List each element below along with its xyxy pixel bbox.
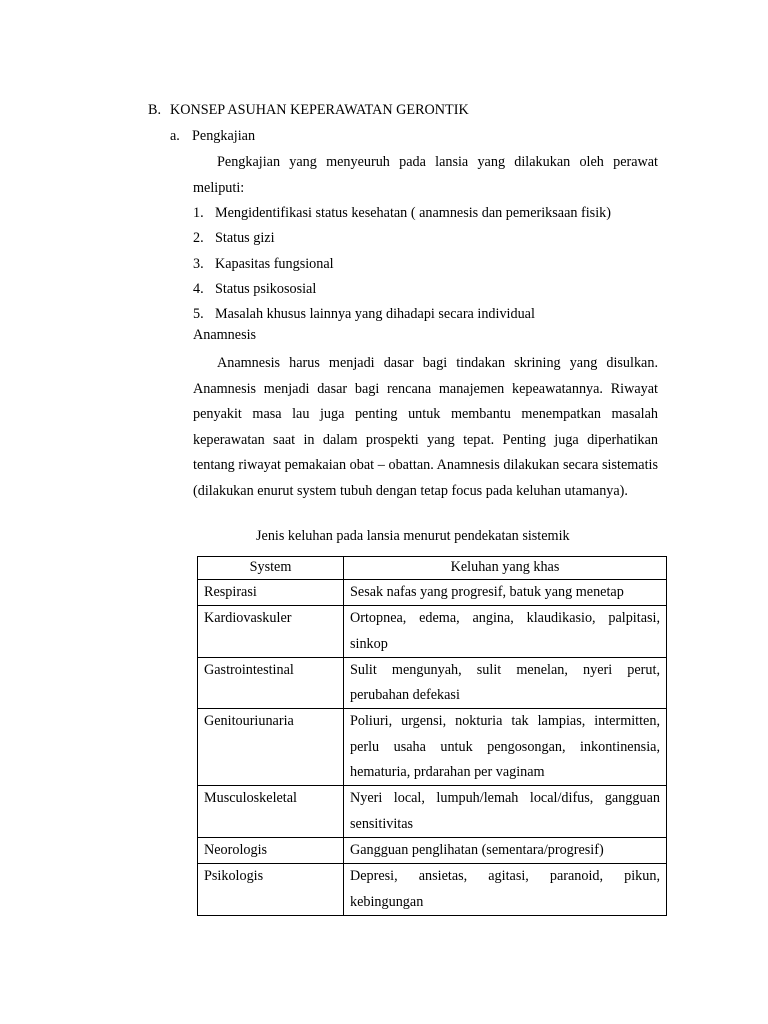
complaint-cell: Sulit mengunyah, sulit menelan, nyeri perut, perubahan defekasi	[344, 657, 667, 709]
table-row	[198, 580, 667, 606]
subsection-heading	[170, 128, 255, 145]
table-row	[198, 709, 667, 786]
system-cell: Kardiovaskuler	[198, 606, 344, 658]
column-header-complaint: Keluhan yang khas	[344, 557, 667, 580]
list-item	[193, 302, 611, 327]
complaint-cell: Gangguan penglihatan (sementara/progresif)	[344, 837, 667, 863]
system-cell: Gastrointestinal	[198, 657, 344, 709]
system-cell: Musculoskeletal	[198, 786, 344, 838]
system-cell: Psikologis	[198, 864, 344, 916]
list-item	[193, 252, 611, 277]
system-cell: Respirasi	[198, 580, 344, 606]
anamnesis-paragraph: Anamnesis harus menjadi dasar bagi tindakan skrining yang disulkan. Anamnesis menjadi dasar bagi rencana manajemen kepeawatannya. Riwayat penyakit masa lau juga penting untuk membantu menempatkan masalah keperawatan saat in dalam prospekti yang tepat. Penting juga diperhatikan tentang riwayat pemakaian obat – obattan. Anamnesis dilakukan secara sistematis (dilakukan enurut system tubuh dengan tetap focus pada keluhan utamanya).	[193, 355, 658, 499]
complaints-table	[197, 556, 667, 916]
anamnesis-title: Anamnesis	[193, 327, 257, 343]
list-item-text: Status gizi	[215, 230, 275, 247]
table-row	[198, 864, 667, 916]
section-heading	[148, 102, 469, 119]
table-row	[198, 657, 667, 709]
intro-paragraph: Pengkajian yang menyeuruh pada lansia yang dilakukan oleh perawat meliputi:	[193, 154, 658, 196]
list-item	[193, 201, 611, 226]
list-item-number: 5.	[193, 306, 204, 323]
table-header-row	[198, 557, 667, 580]
complaint-cell: Poliuri, urgensi, nokturia tak lampias, intermitten, perlu usaha untuk pengosongan, inkontinensia, hematuria, prdarahan per vaginam	[344, 709, 667, 786]
list-item-number: 3.	[193, 255, 204, 272]
table-row	[198, 786, 667, 838]
list-item-number: 1.	[193, 205, 204, 221]
table-row	[198, 606, 667, 658]
complaint-cell: Sesak nafas yang progresif, batuk yang menetap	[344, 580, 667, 606]
complaint-cell: Depresi, ansietas, agitasi, paranoid, pikun, kebingungan	[344, 864, 667, 916]
assessment-list	[193, 201, 611, 327]
system-cell: Neorologis	[198, 837, 344, 863]
list-item-number: 4.	[193, 280, 204, 297]
list-item	[193, 226, 611, 251]
subsection-title: Pengkajian	[192, 128, 256, 144]
column-header-system: System	[198, 557, 344, 580]
section-title: KONSEP ASUHAN KEPERAWATAN GERONTIK	[170, 102, 469, 118]
complaint-cell: Ortopnea, edema, angina, klaudikasio, palpitasi, sinkop	[344, 606, 667, 658]
list-item-number: 2.	[193, 230, 204, 247]
list-item-text: Kapasitas fungsional	[215, 255, 334, 272]
subsection-label: a.	[170, 128, 180, 144]
table-row	[198, 837, 667, 863]
complaint-cell: Nyeri local, lumpuh/lemah local/difus, gangguan sensitivitas	[344, 786, 667, 838]
system-cell: Genitouriunaria	[198, 709, 344, 786]
section-label: B.	[148, 102, 162, 118]
table-caption: Jenis keluhan pada lansia menurut pendekatan sistemik	[256, 528, 570, 544]
list-item-text: Status psikososial	[215, 280, 317, 297]
list-item	[193, 277, 611, 302]
list-item-text: Mengidentifikasi status kesehatan ( anamnesis dan pemeriksaan fisik)	[215, 205, 611, 221]
list-item-text: Masalah khusus lainnya yang dihadapi secara individual	[215, 306, 535, 323]
